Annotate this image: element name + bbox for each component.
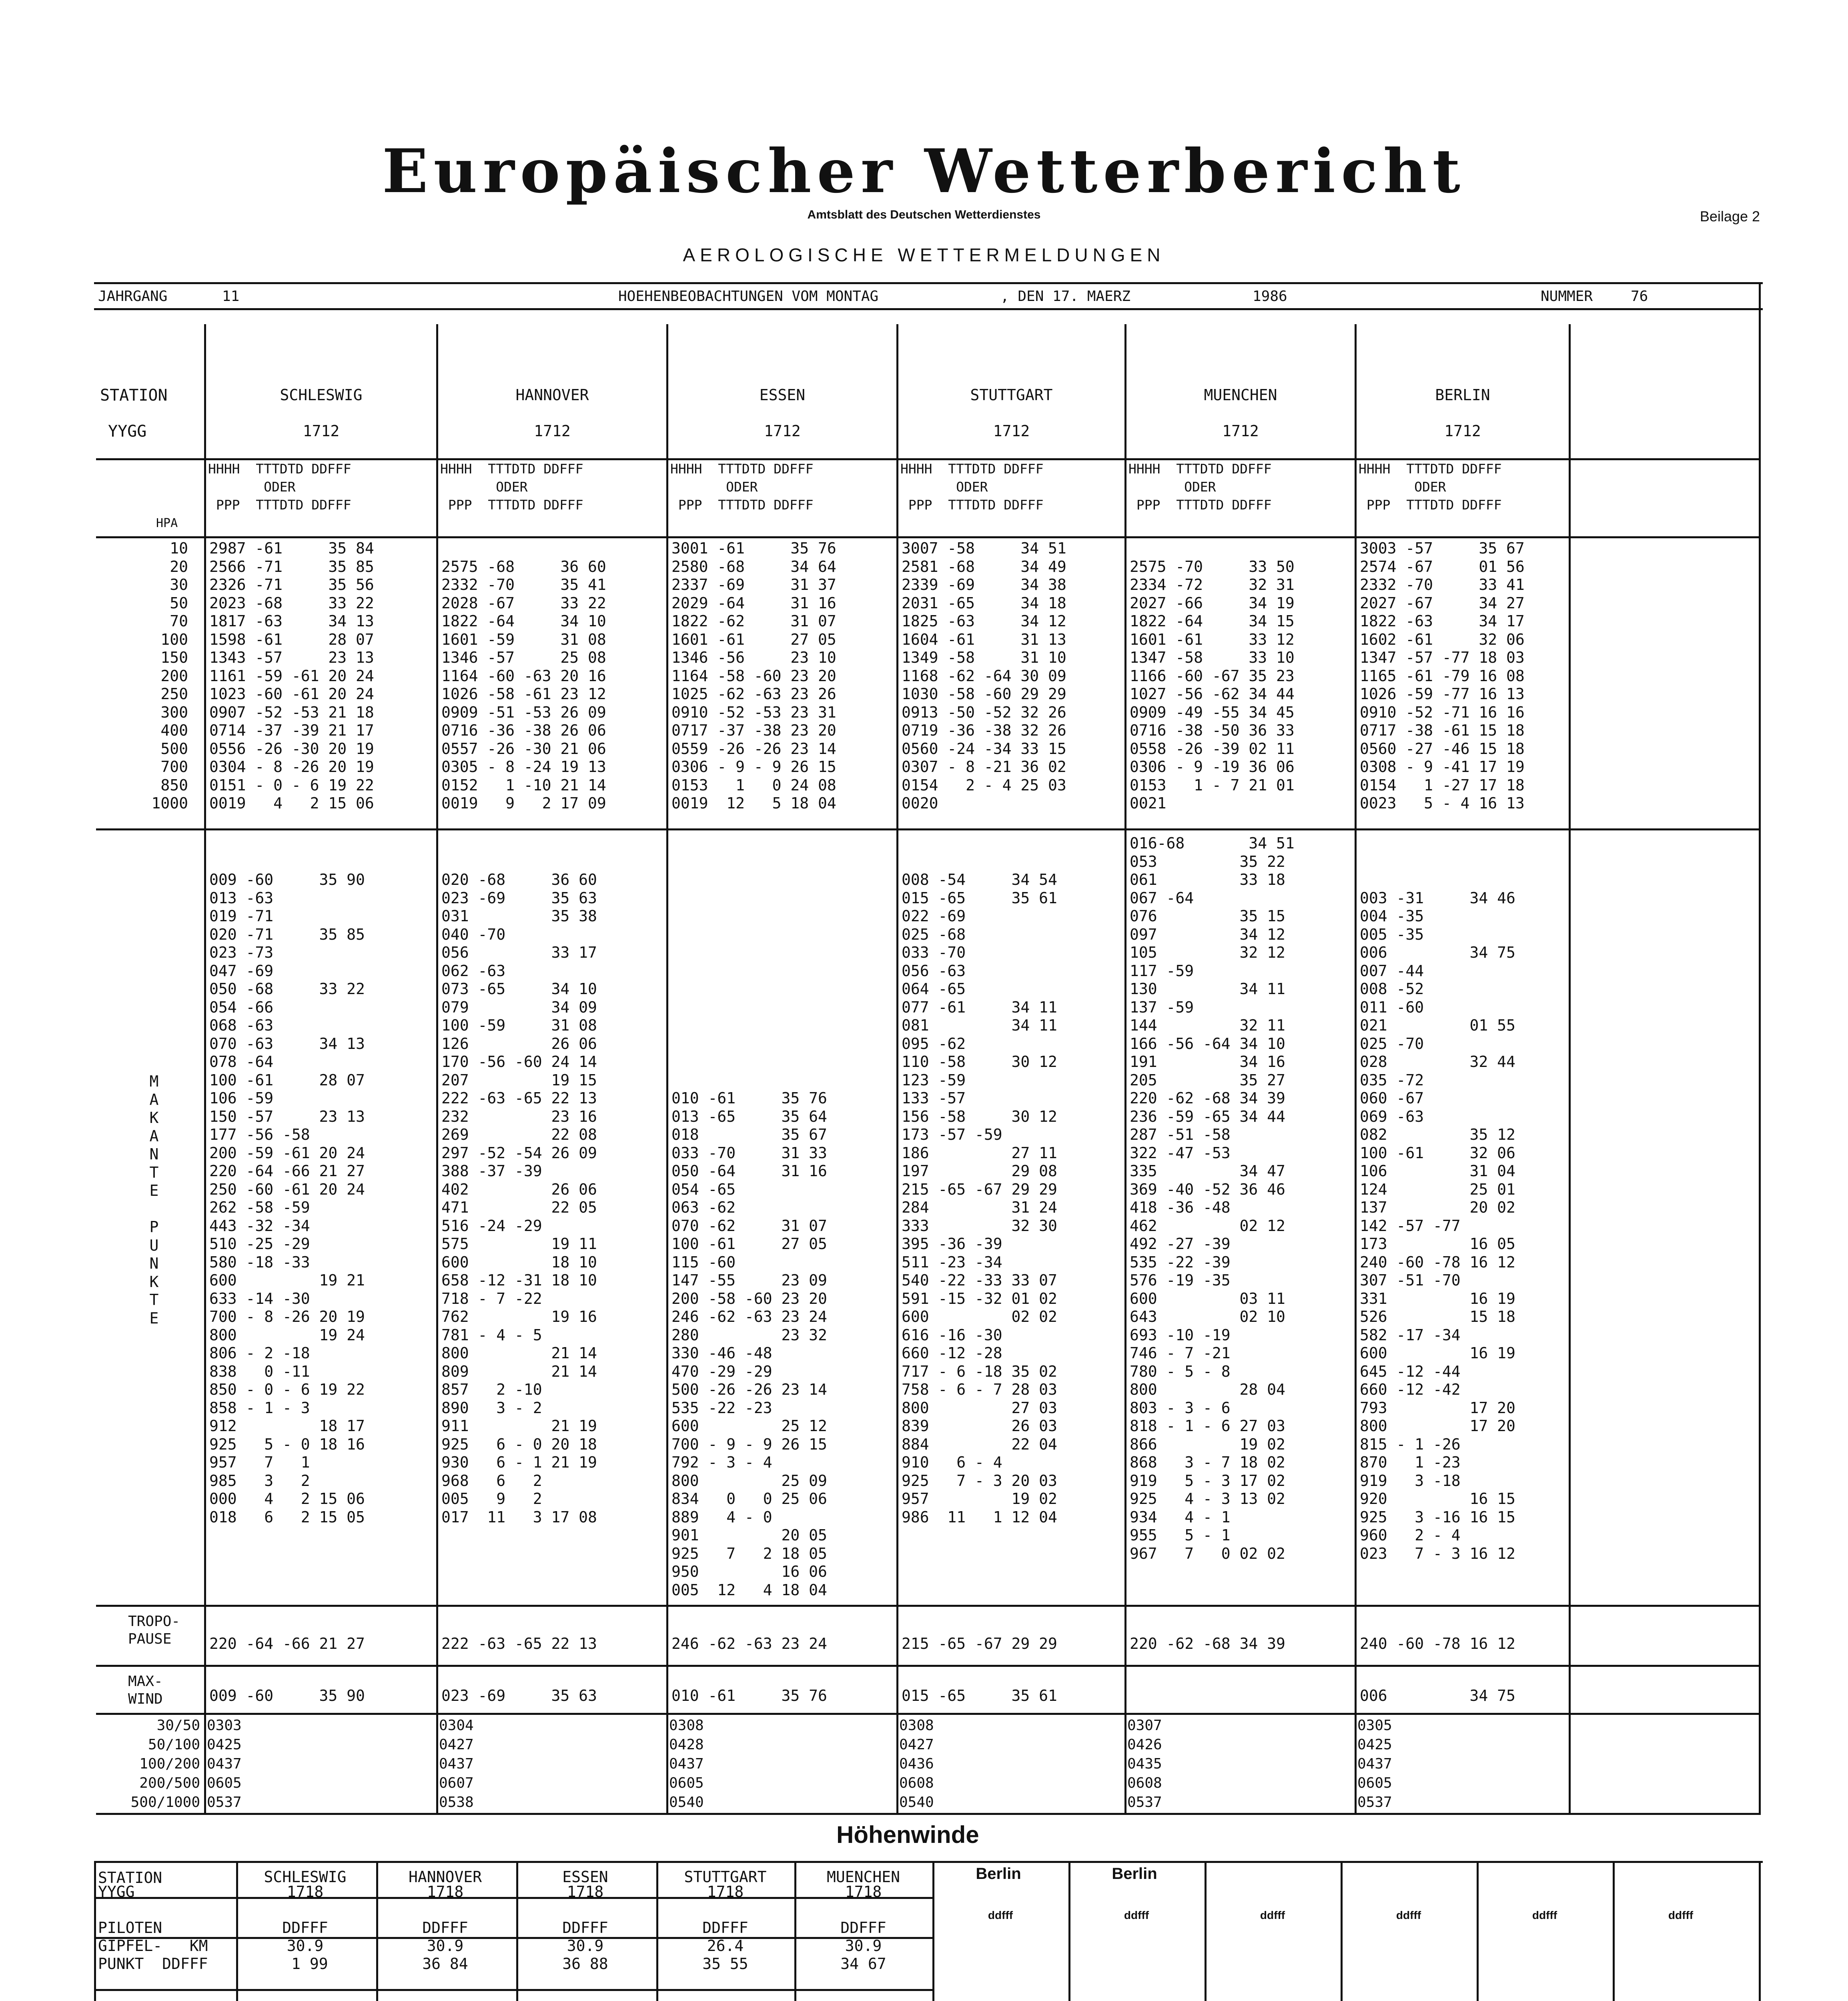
station-name: HANNOVER: [515, 386, 589, 404]
col-head: ODER: [900, 479, 988, 495]
rule: [94, 308, 1763, 310]
hw-gipfel: 30.9: [287, 1937, 324, 1955]
hw-punkt: 35 55: [702, 1955, 748, 1973]
hw-punkt: 36 84: [422, 1955, 468, 1973]
sig-levels-label: M A K A N T E P U N K T E: [149, 1073, 159, 1327]
hw-station-name: ESSEN: [562, 1868, 608, 1886]
rule: [96, 536, 1759, 538]
col-head: PPP TTTDTD DDFFF: [1359, 497, 1502, 513]
col-head: ODER: [440, 479, 528, 495]
station-name: SCHLESWIG: [280, 386, 363, 404]
rule: [96, 828, 1759, 830]
jahrgang-value: 11: [222, 288, 240, 305]
thickness-values: 0305 0425 0437 0605 0537: [1357, 1717, 1392, 1811]
significant-levels: 008 -54 34 54 015 -65 35 61 022 -69 025 -68 033 -70 056 -63 064 -65 077 -61 34 11 081 34 11 095 -62 110 -58 30 12 123 -59 133 -57 156 -58 30 12 173 -57 -59 186 27 11 197 29 08 215 -65 -67 29 29 284 31 24 333 32 30 395 -36 -39 511 -23 -34 540 -22 -33 33 07 591 -15 -32 01 02 600 02 02 616 -16 -30 660 -12 -28 717 - 6 -18 35 02 758 - 6 - 7 28 03 800 27 03 839 26 03 884 22 04 910 6 - 4 925 7 - 3 20 03 957 19 02 986 11 1 12 04: [902, 871, 1057, 1526]
rule: [96, 1713, 1759, 1715]
col-head: ODER: [670, 479, 758, 495]
thickness-values: 0303 0425 0437 0605 0537: [207, 1717, 242, 1811]
rule: [96, 1665, 1759, 1667]
hw-extra-ddfff: ddfff: [988, 1909, 1013, 1921]
significant-levels: 016-68 34 51 053 35 22 061 33 18 067 -64 076 35 15 097 34 12 105 32 12 117 -59 130 34 11 137 -59 144 32 11 166 -56 -64 34 10 191 34 16 205 35 27 220 -62 -68 34 39 236 -59 -65 34 44 287 -51 -58 322 -47 -53 335 34 47 369 -40 -52 36 46 418 -36 -48 462 02 12 492 -27 -39 535 -22 -39 576 -19 -35 600 03 11 643 02 10 693 -10 -19 746 - 7 -21 780 - 5 - 8 800 28 04 803 - 3 - 6 818 - 1 - 6 27 03 866 19 02 868 3 - 7 18 02 919 5 - 3 17 02 925 4 - 3 13 02 934 4 - 1 955 5 - 1 967 7 0 02 02: [1130, 834, 1295, 1562]
standard-levels: 2575 -70 33 50 2334 -72 32 31 2027 -66 34 19 1822 -64 34 15 1601 -61 33 12 1347 -58 33 10 1166 -60 -67 35 23 1027 -56 -62 34 44 0909 -49 -55 34 45 0716 -38 -50 36 33 0558 -26 -39 02 11 0306 - 9 -19 36 06 0153 1 - 7 21 01 0021: [1130, 557, 1295, 812]
rule: [96, 1813, 1759, 1815]
rule: [666, 324, 668, 1813]
thickness-values: 0304 0427 0437 0607 0538: [439, 1717, 474, 1811]
rule: [1205, 1861, 1207, 2001]
col-head: ODER: [1128, 479, 1216, 495]
station-yygg: 1712: [303, 422, 340, 440]
hw-yygg-label: YYGG: [98, 1883, 135, 1901]
tropopause-value: 220 -62 -68 34 39: [1130, 1635, 1285, 1652]
station-label: STATION: [100, 386, 168, 405]
tropopause-value: 246 -62 -63 23 24: [671, 1635, 827, 1652]
rule: [94, 1861, 1763, 1863]
standard-levels: 3007 -58 34 51 2581 -68 34 49 2339 -69 34 38 2031 -65 34 18 1825 -63 34 12 1604 -61 31 13 1349 -58 31 10 1168 -62 -64 30 09 1030 -58 -60 29 29 0913 -50 -52 32 26 0719 -36 -38 32 26 0560 -24 -34 33 15 0307 - 8 -21 36 02 0154 2 - 4 25 03 0020: [902, 539, 1066, 812]
col-head: HHHH TTTDTD DDFFF: [1128, 461, 1272, 477]
standard-levels: 2575 -68 36 60 2332 -70 35 41 2028 -67 33 22 1822 -64 34 10 1601 -59 31 08 1346 -57 25 08 1164 -60 -63 20 16 1026 -58 -61 23 12 0909 -51 -53 26 09 0716 -36 -38 26 06 0557 -26 -30 21 06 0305 - 8 -24 19 13 0152 1 -10 21 14 0019 9 2 17 09: [441, 557, 606, 812]
page-subtitle: Amtsblatt des Deutschen Wetterdienstes: [807, 208, 1041, 221]
col-head: HHHH TTTDTD DDFFF: [208, 461, 351, 477]
yygg-label: YYGG: [108, 422, 147, 441]
obs-date: , DEN 17. MAERZ: [1000, 288, 1131, 305]
station-name: ESSEN: [759, 386, 806, 404]
hw-station-name: MUENCHEN: [826, 1868, 900, 1886]
rule: [1124, 324, 1126, 1813]
standard-levels: 3001 -61 35 76 2580 -68 34 64 2337 -69 31 37 2029 -64 31 16 1822 -62 31 07 1601 -61 27 05 1346 -56 23 10 1164 -58 -60 23 20 1025 -62 -63 23 26 0910 -52 -53 23 31 0717 -37 -38 23 20 0559 -26 -26 23 14 0306 - 9 - 9 26 15 0153 1 0 24 08 0019 12 5 18 04: [671, 539, 836, 812]
max-wind-label: MAX- WIND: [128, 1673, 163, 1707]
hw-station-name: SCHLESWIG: [264, 1868, 347, 1886]
max-wind-value: 009 -60 35 90: [209, 1687, 365, 1704]
tropopause-value: 240 -60 -78 16 12: [1360, 1635, 1515, 1652]
rule: [896, 324, 898, 1813]
hw-punkt-label: PUNKT DDFFF: [98, 1955, 208, 1973]
obs-label: HOEHENBEOBACHTUNGEN VOM MONTAG: [618, 288, 879, 305]
rule: [1759, 1861, 1761, 2001]
station-name: STUTTGART: [970, 386, 1053, 404]
hw-station-name: STUTTGART: [684, 1868, 767, 1886]
station-name: BERLIN: [1435, 386, 1490, 404]
station-yygg: 1712: [534, 422, 571, 440]
col-head: HHHH TTTDTD DDFFF: [1359, 461, 1502, 477]
rule: [1355, 324, 1357, 1813]
hw-gipfel: 26.4: [707, 1937, 744, 1955]
max-wind-value: 006 34 75: [1360, 1687, 1515, 1704]
rule: [1569, 324, 1571, 1813]
hw-station-label: STATION: [98, 1869, 162, 1887]
hw-extra-ddfff: ddfff: [1260, 1909, 1285, 1921]
obs-year: 1986: [1253, 288, 1287, 305]
thickness-labels: 30/50 50/100 100/200 200/500 500/1000: [130, 1717, 200, 1811]
hpa-label: HPA: [156, 516, 178, 530]
rule: [1477, 1861, 1479, 2001]
significant-levels: 010 -61 35 76 013 -65 35 64 018 35 67 033 -70 31 33 050 -64 31 16 054 -65 063 -62 070 -62 31 07 100 -61 27 05 115 -60 147 -55 23 09 200 -58 -60 23 20 246 -62 -63 23 24 280 23 32 330 -46 -48 470 -29 -29 500 -26 -26 23 14 535 -22 -23 600 25 12 700 - 9 - 9 26 15 792 - 3 - 4 800 25 09 834 0 0 25 06 889 4 - 0 901 20 05 925 7 2 18 05 950 16 06 005 12 4 18 04: [671, 1089, 827, 1599]
hw-extra-ddfff: ddfff: [1124, 1909, 1149, 1921]
rule: [94, 282, 1763, 284]
max-wind-value: 023 -69 35 63: [441, 1687, 597, 1704]
hw-punkt: 36 88: [562, 1955, 608, 1973]
nummer-value: 76: [1631, 288, 1648, 305]
hw-station-yygg: 1718: [287, 1883, 324, 1901]
thickness-values: 0308 0427 0436 0608 0540: [899, 1717, 934, 1811]
col-head: ODER: [1359, 479, 1446, 495]
col-head: PPP TTTDTD DDFFF: [440, 497, 583, 513]
station-yygg: 1712: [1444, 422, 1481, 440]
hw-extra-ddfff: ddfff: [1396, 1909, 1421, 1921]
hw-station-yygg: 1718: [567, 1883, 604, 1901]
significant-levels: 009 -60 35 90 013 -63 019 -71 020 -71 35 85 023 -73 047 -69 050 -68 33 22 054 -66 068 -63 070 -63 34 13 078 -64 100 -61 28 07 106 -59 150 -57 23 13 177 -56 -58 200 -59 -61 20 24 220 -64 -66 21 27 250 -60 -61 20 24 262 -58 -59 443 -32 -34 510 -25 -29 580 -18 -33 600 19 21 633 -14 -30 700 - 8 -26 20 19 800 19 24 806 - 2 -18 838 0 -11 850 - 0 - 6 19 22 858 - 1 - 3 912 18 17 925 5 - 0 18 16 957 7 1 985 3 2 000 4 2 15 06 018 6 2 15 05: [209, 871, 365, 1526]
hw-ddfff-head: DDFFF: [282, 1919, 328, 1937]
tropopause-value: 220 -64 -66 21 27: [209, 1635, 365, 1652]
section-title: AEROLOGISCHE WETTERMELDUNGEN: [683, 245, 1165, 265]
hw-station-yygg: 1718: [845, 1883, 882, 1901]
hw-extra-ddfff: ddfff: [1532, 1909, 1557, 1921]
rule: [204, 324, 206, 1813]
page-title: Europäischer Wetterbericht: [382, 136, 1466, 207]
rule: [1613, 1861, 1615, 2001]
thickness-values: 0308 0428 0437 0605 0540: [669, 1717, 704, 1811]
rule: [94, 1989, 934, 1991]
col-head: PPP TTTDTD DDFFF: [900, 497, 1044, 513]
station-name: MUENCHEN: [1204, 386, 1277, 404]
col-head: PPP TTTDTD DDFFF: [208, 497, 351, 513]
hw-extra-head-2: Berlin: [1112, 1865, 1157, 1883]
col-head: PPP TTTDTD DDFFF: [670, 497, 814, 513]
hw-gipfel: 30.9: [427, 1937, 464, 1955]
hw-ddfff-head: DDFFF: [702, 1919, 748, 1937]
hw-station-yygg: 1718: [427, 1883, 464, 1901]
hw-punkt: 34 67: [840, 1955, 886, 1973]
hw-ddfff-head: DDFFF: [422, 1919, 468, 1937]
hw-ddfff-head: DDFFF: [840, 1919, 886, 1937]
station-yygg: 1712: [993, 422, 1030, 440]
jahrgang-label: JAHRGANG: [98, 288, 168, 305]
hw-station-yygg: 1718: [707, 1883, 744, 1901]
rule: [94, 1861, 96, 2001]
hoehenwinde-title: Höhenwinde: [836, 1821, 979, 1848]
hw-punkt: 1 99: [282, 1955, 328, 1973]
max-wind-value: 010 -61 35 76: [671, 1687, 827, 1704]
significant-levels: 003 -31 34 46 004 -35 005 -35 006 34 75 007 -44 008 -52 011 -60 021 01 55 025 -70 028 32 44 035 -72 060 -67 069 -63 082 35 12 100 -61 32 06 106 31 04 124 25 01 137 20 02 142 -57 -77 173 16 05 240 -60 -78 16 12 307 -51 -70 331 16 19 526 15 18 582 -17 -34 600 16 19 645 -12 -44 660 -12 -42 793 17 20 800 17 20 815 - 1 -26 870 1 -23 919 3 -18 920 16 15 925 3 -16 16 15 960 2 - 4 023 7 - 3 16 12: [1360, 889, 1515, 1562]
rule: [932, 1861, 934, 2001]
rule: [1341, 1861, 1343, 2001]
thickness-values: 0307 0426 0435 0608 0537: [1127, 1717, 1162, 1811]
col-head: ODER: [208, 479, 296, 495]
rule: [436, 324, 438, 1813]
significant-levels: 020 -68 36 60 023 -69 35 63 031 35 38 040 -70 056 33 17 062 -63 073 -65 34 10 079 34 09 100 -59 31 08 126 26 06 170 -56 -60 24 14 207 19 15 222 -63 -65 22 13 232 23 16 269 22 08 297 -52 -54 26 09 388 -37 -39 402 26 06 471 22 05 516 -24 -29 575 19 11 600 18 10 658 -12 -31 18 10 718 - 7 -22 762 19 16 781 - 4 - 5 800 21 14 809 21 14 857 2 -10 890 3 - 2 911 21 19 925 6 - 0 20 18 930 6 - 1 21 19 968 6 2 005 9 2 017 11 3 17 08: [441, 871, 597, 1526]
col-head: HHHH TTTDTD DDFFF: [900, 461, 1044, 477]
hw-gipfel: 30.9: [845, 1937, 882, 1955]
standard-levels: 2987 -61 35 84 2566 -71 35 85 2326 -71 35 56 2023 -68 33 22 1817 -63 34 13 1598 -61 28 07 1343 -57 23 13 1161 -59 -61 20 24 1023 -60 -61 20 24 0907 -52 -53 21 18 0714 -37 -39 21 17 0556 -26 -30 20 19 0304 - 8 -26 20 19 0151 - 0 - 6 19 22 0019 4 2 15 06: [209, 539, 374, 812]
hw-ddfff-head: DDFFF: [562, 1919, 608, 1937]
max-wind-value: 015 -65 35 61: [902, 1687, 1057, 1704]
hw-extra-head-1: Berlin: [976, 1865, 1021, 1883]
tropopause-label: TROPO- PAUSE: [128, 1613, 180, 1647]
beilage-label: Beilage 2: [1700, 208, 1760, 225]
hw-gipfel-label: GIPFEL- KM: [98, 1937, 208, 1955]
pressure-levels: 10 20 30 50 70 100 150 200 250 300 400 500 700 850 1000: [151, 539, 188, 812]
tropopause-value: 222 -63 -65 22 13: [441, 1635, 597, 1652]
rule: [206, 458, 1759, 460]
rule: [1759, 282, 1761, 1815]
hw-piloten-label: PILOTEN: [98, 1919, 162, 1937]
station-yygg: 1712: [1222, 422, 1259, 440]
station-yygg: 1712: [764, 422, 801, 440]
hw-extra-ddfff: ddfff: [1668, 1909, 1694, 1921]
col-head: HHHH TTTDTD DDFFF: [670, 461, 814, 477]
col-head: PPP TTTDTD DDFFF: [1128, 497, 1272, 513]
rule: [96, 1605, 1759, 1607]
hw-station-name: HANNOVER: [408, 1868, 482, 1886]
tropopause-value: 215 -65 -67 29 29: [902, 1635, 1057, 1652]
nummer-label: NUMMER: [1541, 288, 1593, 305]
hw-gipfel: 30.9: [567, 1937, 604, 1955]
rule: [1068, 1861, 1070, 2001]
standard-levels: 3003 -57 35 67 2574 -67 01 56 2332 -70 33 41 2027 -67 34 27 1822 -63 34 17 1602 -61 32 06 1347 -57 -77 18 03 1165 -61 -79 16 08 1026 -59 -77 16 13 0910 -52 -71 16 16 0717 -38 -61 15 18 0560 -27 -46 15 18 0308 - 9 -41 17 19 0154 1 -27 17 18 0023 5 - 4 16 13: [1360, 539, 1525, 812]
col-head: HHHH TTTDTD DDFFF: [440, 461, 583, 477]
